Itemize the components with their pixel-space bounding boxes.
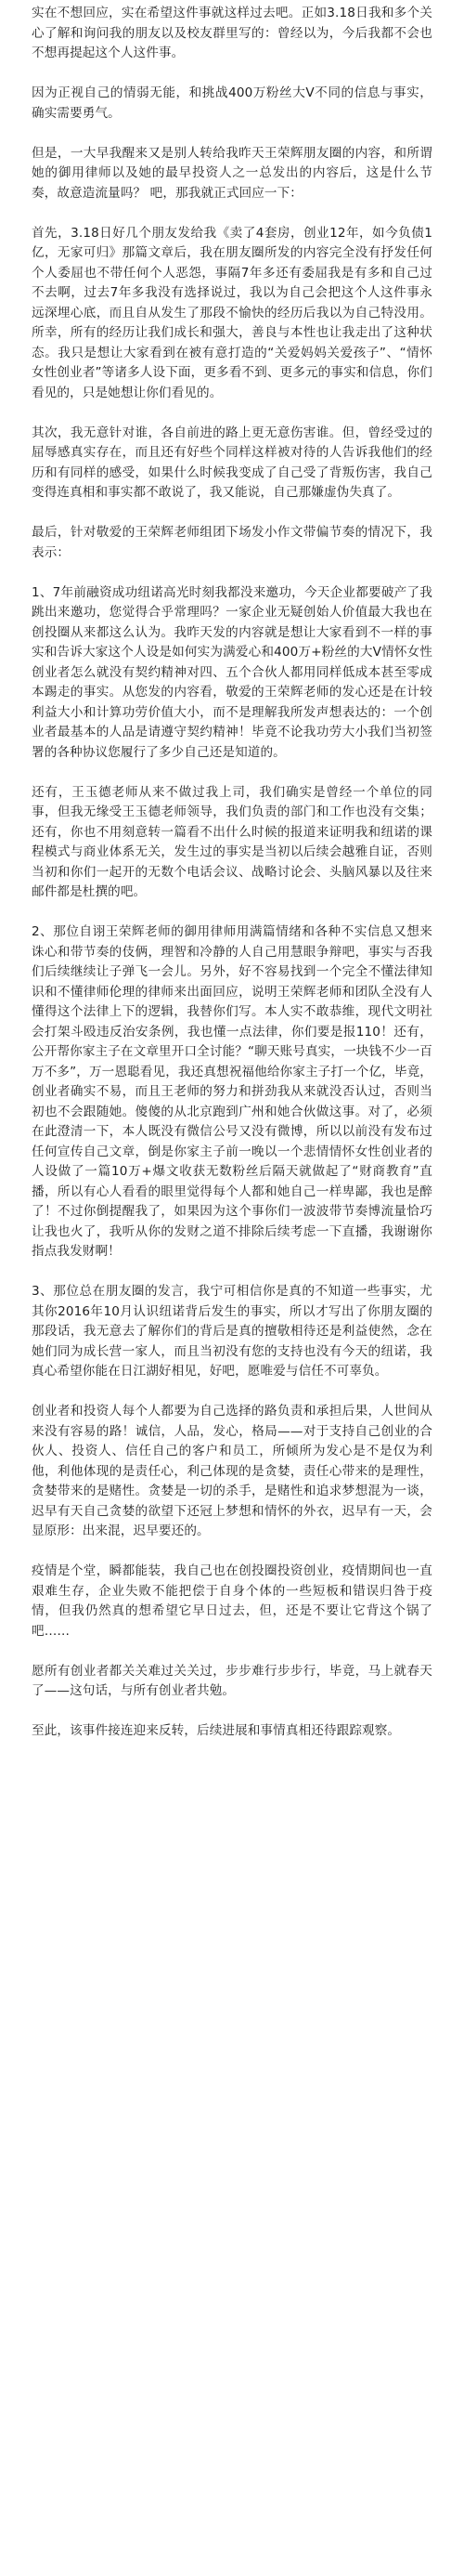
- article-paragraph: 愿所有创业者都关关难过关关过，步步难行步步行，毕竟，马上就春天了——这句话，与所有创业者共勉。: [32, 1663, 432, 1698]
- article-paragraph: 2、那位自诩王荣辉老师的御用律师用满篇情绪和各种不实信息又想来诛心和带节奏的伎俩，理智和冷静的人自己用慧眼争辩吧，事实与否我们后续继续让子弹飞一会儿。另外，好不容易找到一个完全不懂法律知识和不懂律师伦理的律师来出面回应，说明王荣辉老师和团队全没有人懂得这个法律上下的逻辑，我替你们写。本人实不敢恭维，现代文明社会打架斗殴违反治安条例，我也懂一点法律，你们要是报110！还有，公开帮你家主子在文章里开口全讨能？“聊天账号真实，一块钱不少一百万不多”，万一恩聪看见，我还真想祝福他给你家主子打一个亿，毕竟，创业者确实不易，而且王老师的努力和拼劲我从来就没否认过，否则当初也不会跟随她。傻傻的从北京跑到广州和她合伙做这事。对了，必须在此澄清一下，本人既没有微信公号又没有微博，所以以前没有发布过任何宣传自己文章，倒是你家主子前一晚以一个悲情情怀女性创业者的人设做了一篇10万+爆文收获无数粉丝后隔天就做起了“财商教育”直播，所以有心人看看的眼里觉得每个人都和她自己一样卑鄙，我也是醉了！不过你倒提醒我了，如果因为这个事你们一波波带节奏博流量恰巧让我也火了，我听从你的发财之道不排除后续考虑一下直播，我谢谢你指点我发财啊！: [32, 924, 432, 1259]
- article-paragraph: 3、那位总在朋友圈的发言，我宁可相信你是真的不知道一些事实，尤其你2016年10月认识纽诺背后发生的事实，所以才写出了你朋友圈的那段话，我无意去了解你们的背后是真的擅敬相待还是利益使然，念在她们同为成长营一家人，而且当初没有您的支持也没有今天的纽诺，我真心希望你能在日江湖好相见，好吧，愿唯爱与信任不可辜负。: [32, 1284, 432, 1379]
- article-paragraph: 其次，我无意针对谁，各自前进的路上更无意伤害谁。但，曾经受过的屈辱感真实存在，而且还有好些个同样这样被对待的人告诉我他们的经历和有同样的感受，如果什么时候我变成了自己受了背叛伤害，我自己变得连真相和事实都不敢说了，我又能说，自己那嫌虚伪失真了。: [32, 425, 432, 500]
- article-paragraph: 至此，该事件接连迎来反转，后续进展和事情真相还待跟踪观察。: [32, 1723, 401, 1738]
- article-paragraph: 还有，王玉德老师从来不做过我上司，我们确实是曾经一个单位的同事，但我无缘受王玉德老师领导，我们负责的部门和工作也没有交集；还有，你也不用刻意转一篇看不出什么时候的报道来证明我和纽诺的课程模式与商业体系无关，发生过的事实是当初以后续会越雅自证，否则当初和你们一起开的无数个电话会议、战略讨论会、头脑风暴以及往来邮件都是杜撰的吧。: [32, 784, 432, 899]
- article-paragraph: 创业者和投资人每个人都要为自己选择的路负责和承担后果，人世间从来没有容易的路！诚信，人品，发心，格局——对于支持自己创业的合伙人、投资人、信任自己的客户和员工，所倾所为发心是不是仅为利他，利他体现的是责任心，利己体现的是贪婪，责任心带来的是理性，贪婪带来的是赌性。贪婪是一切的杀手，是赌性和追求梦想混为一谈，迟早有天自己贪婪的欲望下还冠上梦想和情怀的外衣，迟早有一天，会显原形：出来混，迟早要还的。: [32, 1404, 432, 1538]
- article-paragraph: 但是，一大早我醒来又是别人转给我昨天王荣辉朋友圈的内容，和所谓她的御用律师以及她的最早投资人之一总发出的内容后，这是什么节奏，故意造流量吗？ 吧，那我就正式回应一下：: [32, 145, 432, 201]
- article-paragraph: 实在不想回应，实在希望这件事就这样过去吧。正如3.18日我和多个关心了解和询问我的朋友以及校友群里写的：曾经以为，今后我都不会也不想再提起这个人这件事。: [32, 6, 432, 60]
- article-paragraph: 首先，3.18日好几个朋友发给我《卖了4套房，创业12年，如今负债1亿，无家可归》那篇文章后，我在朋友圈所发的内容完全没有抒发任何个人委屈也不带任何个人恶怨，事隔7年多还有委屈我是有多和自己过不去啊，过去7年多我没有选择说过，我以为自己会把这个人这件事永远深埋心底，而且自从发生了那段不愉快的经历后我以为自己特没用。所幸，所有的经历让我们成长和强大，善良与本性也让我走出了这种状态。我只是想让大家看到在被有意打造的“关爱妈妈关爱孩子”、“情怀女性创业者”等诸多人设下面，更多看不到、更多元的事实和信息，你们看见的，只是她想让你们看见的。: [32, 225, 432, 400]
- article-paragraph: 疫情是个堂，瞬都能装，我自己也在创投圈投资创业，疫情期间也一直艰难生存，企业失败不能把偿于自身个体的一些短板和错误归咎于疫情，但我仍然真的想希望它早日过去，但，还是不要让它背这个锅了吧……: [32, 1563, 432, 1639]
- article-paragraph: 最后，针对敬爱的王荣辉老师组团下场发小作文带偏节奏的情况下，我表示：: [32, 525, 432, 560]
- article-paragraph: 1、7年前融资成功纽诺高光时刻我都没来邀功，今天企业都要破产了我跳出来邀功，您觉得合乎常理吗？一家企业无疑创始人价值最大我也在创投圈从来都这么认为。我昨天发的内容就是想让大家看到不一样的事实和告诉大家这个人设是如何实为满爱心和400万+粉丝的大V情怀女性创业者怎么就没有契约精神对四、五个合伙人都用同样低成本甚至零成本踢走的事实。从您发的内容看，敬爱的王荣辉老师的发心还是在计较利益大小和计算功劳价值大小，而不是理解我所发声想表达的：一个创业者最基本的人品是请遵守契约精神！毕竟不论我功劳大小我们当初签署的各种协议您履行了多少自己还是知道的。: [32, 584, 432, 760]
- article-paragraph: 因为正视自己的情弱无能，和挑战400万粉丝大V不同的信息与事实，确实需要勇气。: [32, 85, 432, 121]
